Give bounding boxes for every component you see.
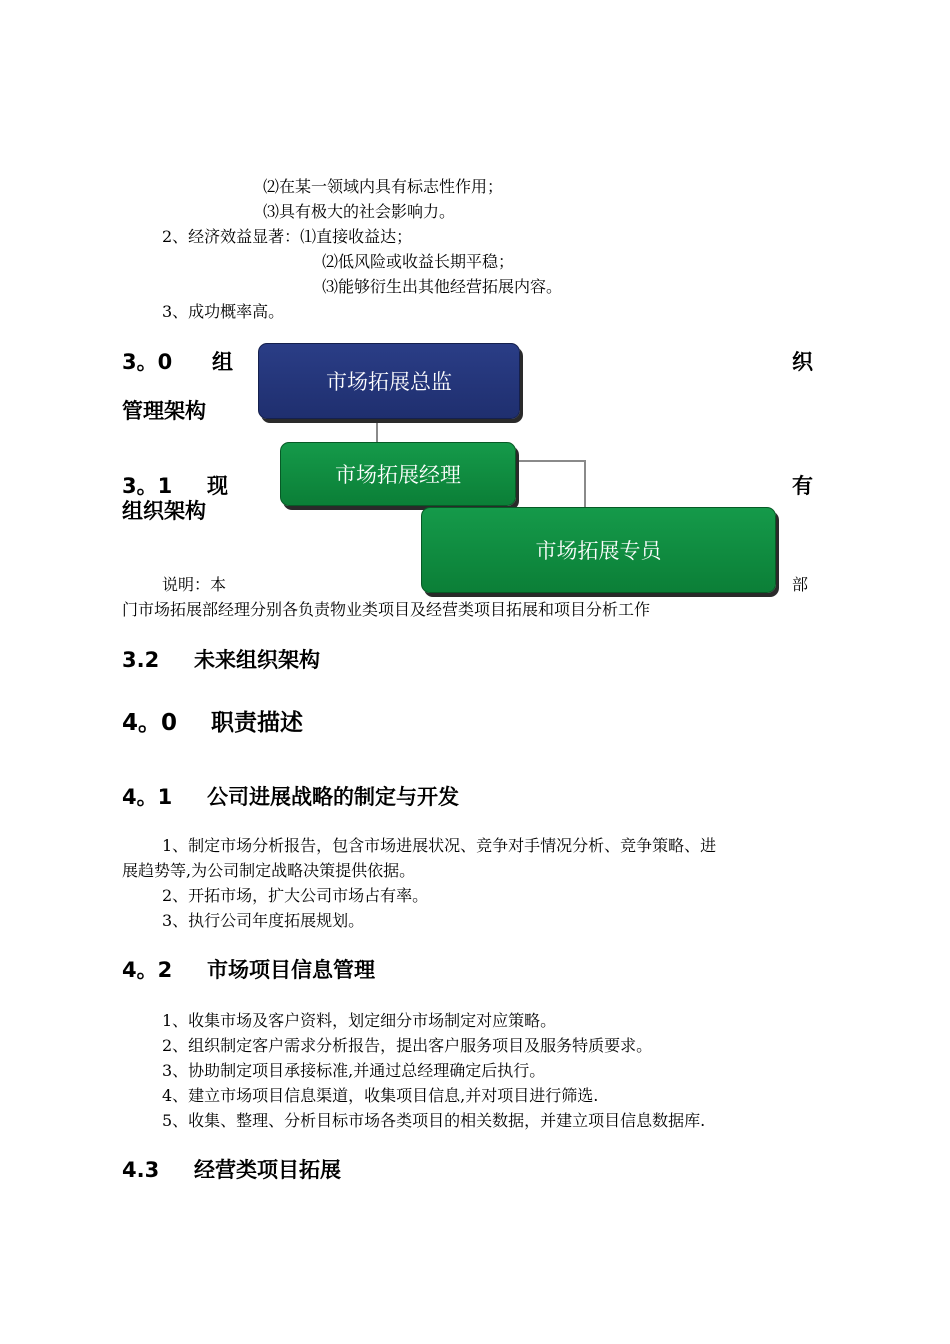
intro-line: ⑵低风险或收益长期平稳；	[322, 252, 515, 271]
list-item: 3、协助制定项目承接标准,并通过总经理确定后执行。	[162, 1061, 546, 1080]
list-item: 4、建立市场项目信息渠道，收集项目信息,并对项目进行筛选.	[162, 1086, 599, 1105]
list-item: 5、收集、整理、分析目标市场各类项目的相关数据，并建立项目信息数据库.	[162, 1111, 706, 1130]
list-item: 2、组织制定客户需求分析报告，提出客户服务项目及服务特质要求。	[162, 1036, 653, 1055]
section-number: 3。1	[122, 474, 173, 498]
intro-line: ⑶能够衍生出其他经营拓展内容。	[322, 277, 563, 296]
intro-line: 2、经济效益显著：⑴直接收益达；	[162, 227, 413, 246]
section-number: 4。2	[122, 958, 173, 982]
list-item: 3、执行公司年度拓展规划。	[162, 911, 365, 930]
section-title-part: 组织架构	[122, 499, 206, 523]
section-title: 公司进展战略的制定与开发	[207, 785, 459, 809]
intro-line: ⑶具有极大的社会影响力。	[263, 202, 456, 221]
section-title: 市场项目信息管理	[207, 958, 375, 982]
section-title-part: 管理架构	[122, 399, 206, 423]
note-text: 门市场拓展部经理分别各负责物业类项目及经营类项目拓展和项目分析工作	[122, 600, 651, 619]
section-title-part: 现	[207, 474, 228, 498]
note-text: 说明：本	[162, 575, 227, 594]
section-number: 3。0	[122, 350, 173, 374]
section-number: 3.2	[122, 648, 160, 672]
note-text: 部	[792, 575, 809, 594]
section-title: 职责描述	[211, 710, 303, 736]
list-item: 展趋势等,为公司制定战略决策提供依据。	[122, 861, 416, 880]
connector-line	[514, 460, 586, 462]
section-title: 未来组织架构	[194, 648, 320, 672]
org-node-manager: 市场拓展经理	[280, 442, 516, 506]
intro-line: ⑵在某一领域内具有标志性作用；	[263, 177, 504, 196]
section-number: 4。1	[122, 785, 173, 809]
section-title-part: 组	[212, 350, 233, 374]
org-node-director: 市场拓展总监	[258, 343, 520, 419]
section-number: 4.3	[122, 1158, 160, 1182]
section-title: 经营类项目拓展	[194, 1158, 341, 1182]
list-item: 1、制定市场分析报告，包含市场进展状况、竞争对手情况分析、竞争策略、进	[162, 836, 717, 855]
intro-line: 3、成功概率高。	[162, 302, 285, 321]
connector-line	[376, 417, 378, 443]
list-item: 1、收集市场及客户资料，划定细分市场制定对应策略。	[162, 1011, 557, 1030]
section-title-part: 有	[792, 474, 813, 498]
section-number: 4。0	[122, 710, 178, 736]
section-title-part: 织	[792, 350, 813, 374]
list-item: 2、开拓市场，扩大公司市场占有率。	[162, 886, 429, 905]
connector-line	[584, 460, 586, 508]
org-node-specialist: 市场拓展专员	[421, 507, 776, 593]
